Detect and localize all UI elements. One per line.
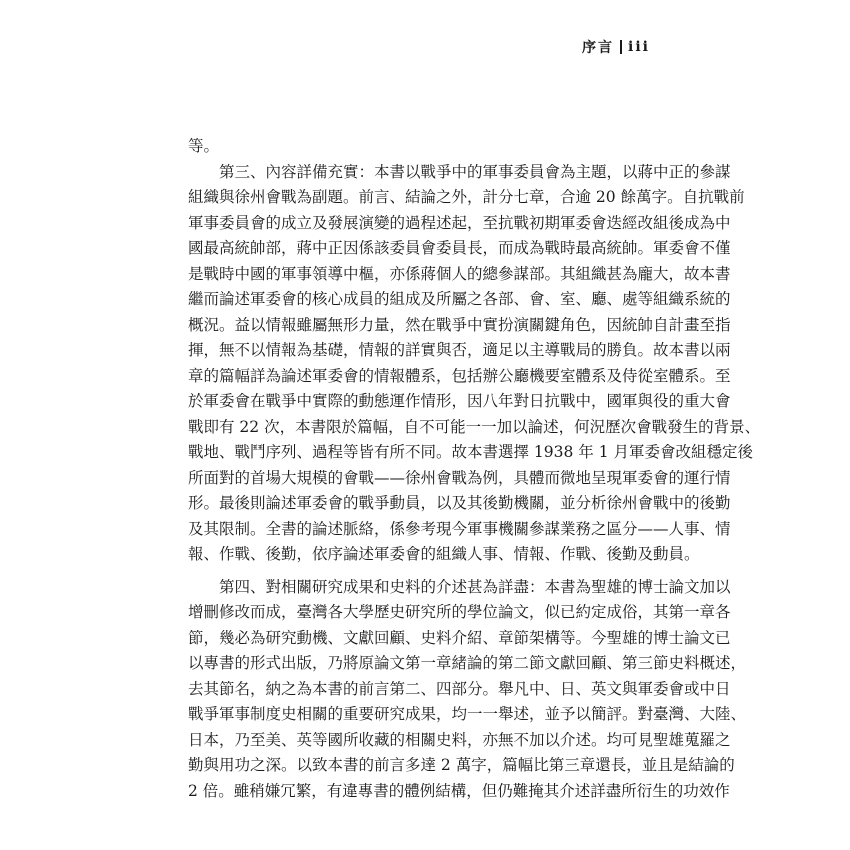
- text-line: 等。: [188, 137, 220, 155]
- text-line: 軍事委員會的成立及發展演變的過程述起，至抗戰初期軍委會迭經改組後成為中: [188, 213, 731, 232]
- body-text: [188, 134, 761, 804]
- text-line: 章的篇幅詳為論述軍委會的情報體系，包括辦公廳機要室體系及侍從室體系。至: [188, 366, 731, 385]
- text-line: 所面對的首場大規模的會戰——徐州會戰為例，具體而微地呈現軍委會的運行情: [188, 468, 731, 487]
- text-line: 揮，無不以情報為基礎，情報的詳實與否，適足以主導戰局的勝負。故本書以兩: [188, 341, 731, 359]
- text-line: 第三、內容詳備充實：本書以戰爭中的軍事委員會為主題，以蔣中正的參謀: [219, 162, 731, 181]
- text-line: 日本，乃至美、英等國所收藏的相關史料，亦無不加以介述。均可見聖雄蒐羅之: [188, 730, 731, 749]
- text-line: 形。最後則論述軍委會的戰爭動員，以及其後勤機關，並分析徐州會戰中的後勤: [188, 494, 731, 512]
- text-line: 戰即有 22 次，本書限於篇幅，自不可能一一加以論述，何況歷次會戰發生的背景、: [188, 417, 761, 436]
- paragraph: [188, 575, 747, 805]
- text-line: 及其限制。全書的論述脈絡，係參考現今軍事機關參謀業務之區分——人事、情: [188, 519, 731, 538]
- text-line: 2 倍。雖稍嫌冗繁，有違專書的體例結構，但仍難掩其介述詳盡所衍生的功效作: [188, 781, 730, 800]
- text-line: 戰地、戰鬥序列、過程等皆有所不同。故本書選擇 1938 年 1 月軍委會改組穩定後: [188, 443, 754, 461]
- text-line: 概況。益以情報雖屬無形力量，然在戰爭中實扮演關鍵角色，因統帥自計畫至指: [188, 315, 731, 334]
- running-header: [582, 37, 650, 57]
- text-line: 國最高統帥部，蔣中正因係該委員會委員長，而成為戰時最高統帥。軍委會不僅: [188, 239, 731, 257]
- text-line: 增刪修改而成，臺灣各大學歷史研究所的學位論文，似已約定成俗，其第一章各: [188, 603, 731, 621]
- paragraph-gap: [188, 568, 680, 575]
- text-line: 勤與用功之深。以致本書的前言多達 2 萬字，篇幅比第三章還長，並且是結論的: [188, 756, 735, 774]
- text-line: 去其節名，納之為本書的前言第二、四部分。舉凡中、日、英文與軍委會或中日: [188, 679, 731, 698]
- paragraph: [188, 160, 761, 568]
- text-line: 報、作戰、後勤，依序論述軍委會的組織人事、情報、作戰、後勤及動員。: [188, 545, 700, 563]
- text-line: 組織與徐州會戰為副題。前言、結論之外，計分七章，合逾 20 餘萬字。自抗戰前: [188, 188, 745, 206]
- paragraph: [188, 134, 680, 160]
- text-line: 節，幾必為研究動機、文獻回顧、史料介紹、章節架構等。今聖雄的博士論文已: [188, 628, 731, 647]
- text-line: 是戰時中國的軍事領導中樞，亦係蔣個人的總參謀部。其組織甚為龐大，故本書: [188, 264, 731, 283]
- text-line: 以專書的形式出版，乃將原論文第一章緒論的第二節文獻回顧、第三節史料概述，: [188, 654, 747, 672]
- text-line: 戰爭軍事制度史相關的重要研究成果，均一一舉述，並予以簡評。對臺灣、大陸、: [188, 705, 747, 723]
- text-line: 於軍委會在戰爭中實際的動態運作情形，因八年對日抗戰中，國軍與役的重大會: [188, 392, 731, 410]
- page-number: iii: [628, 39, 650, 55]
- chapter-title: 序言: [582, 40, 615, 56]
- header-divider: [620, 40, 622, 54]
- text-line: 第四、對相關研究成果和史料的介述甚為詳盡：本書為聖雄的博士論文加以: [219, 577, 731, 596]
- text-line: 繼而論述軍委會的核心成員的組成及所屬之各部、會、室、廳、處等組織系統的: [188, 290, 731, 308]
